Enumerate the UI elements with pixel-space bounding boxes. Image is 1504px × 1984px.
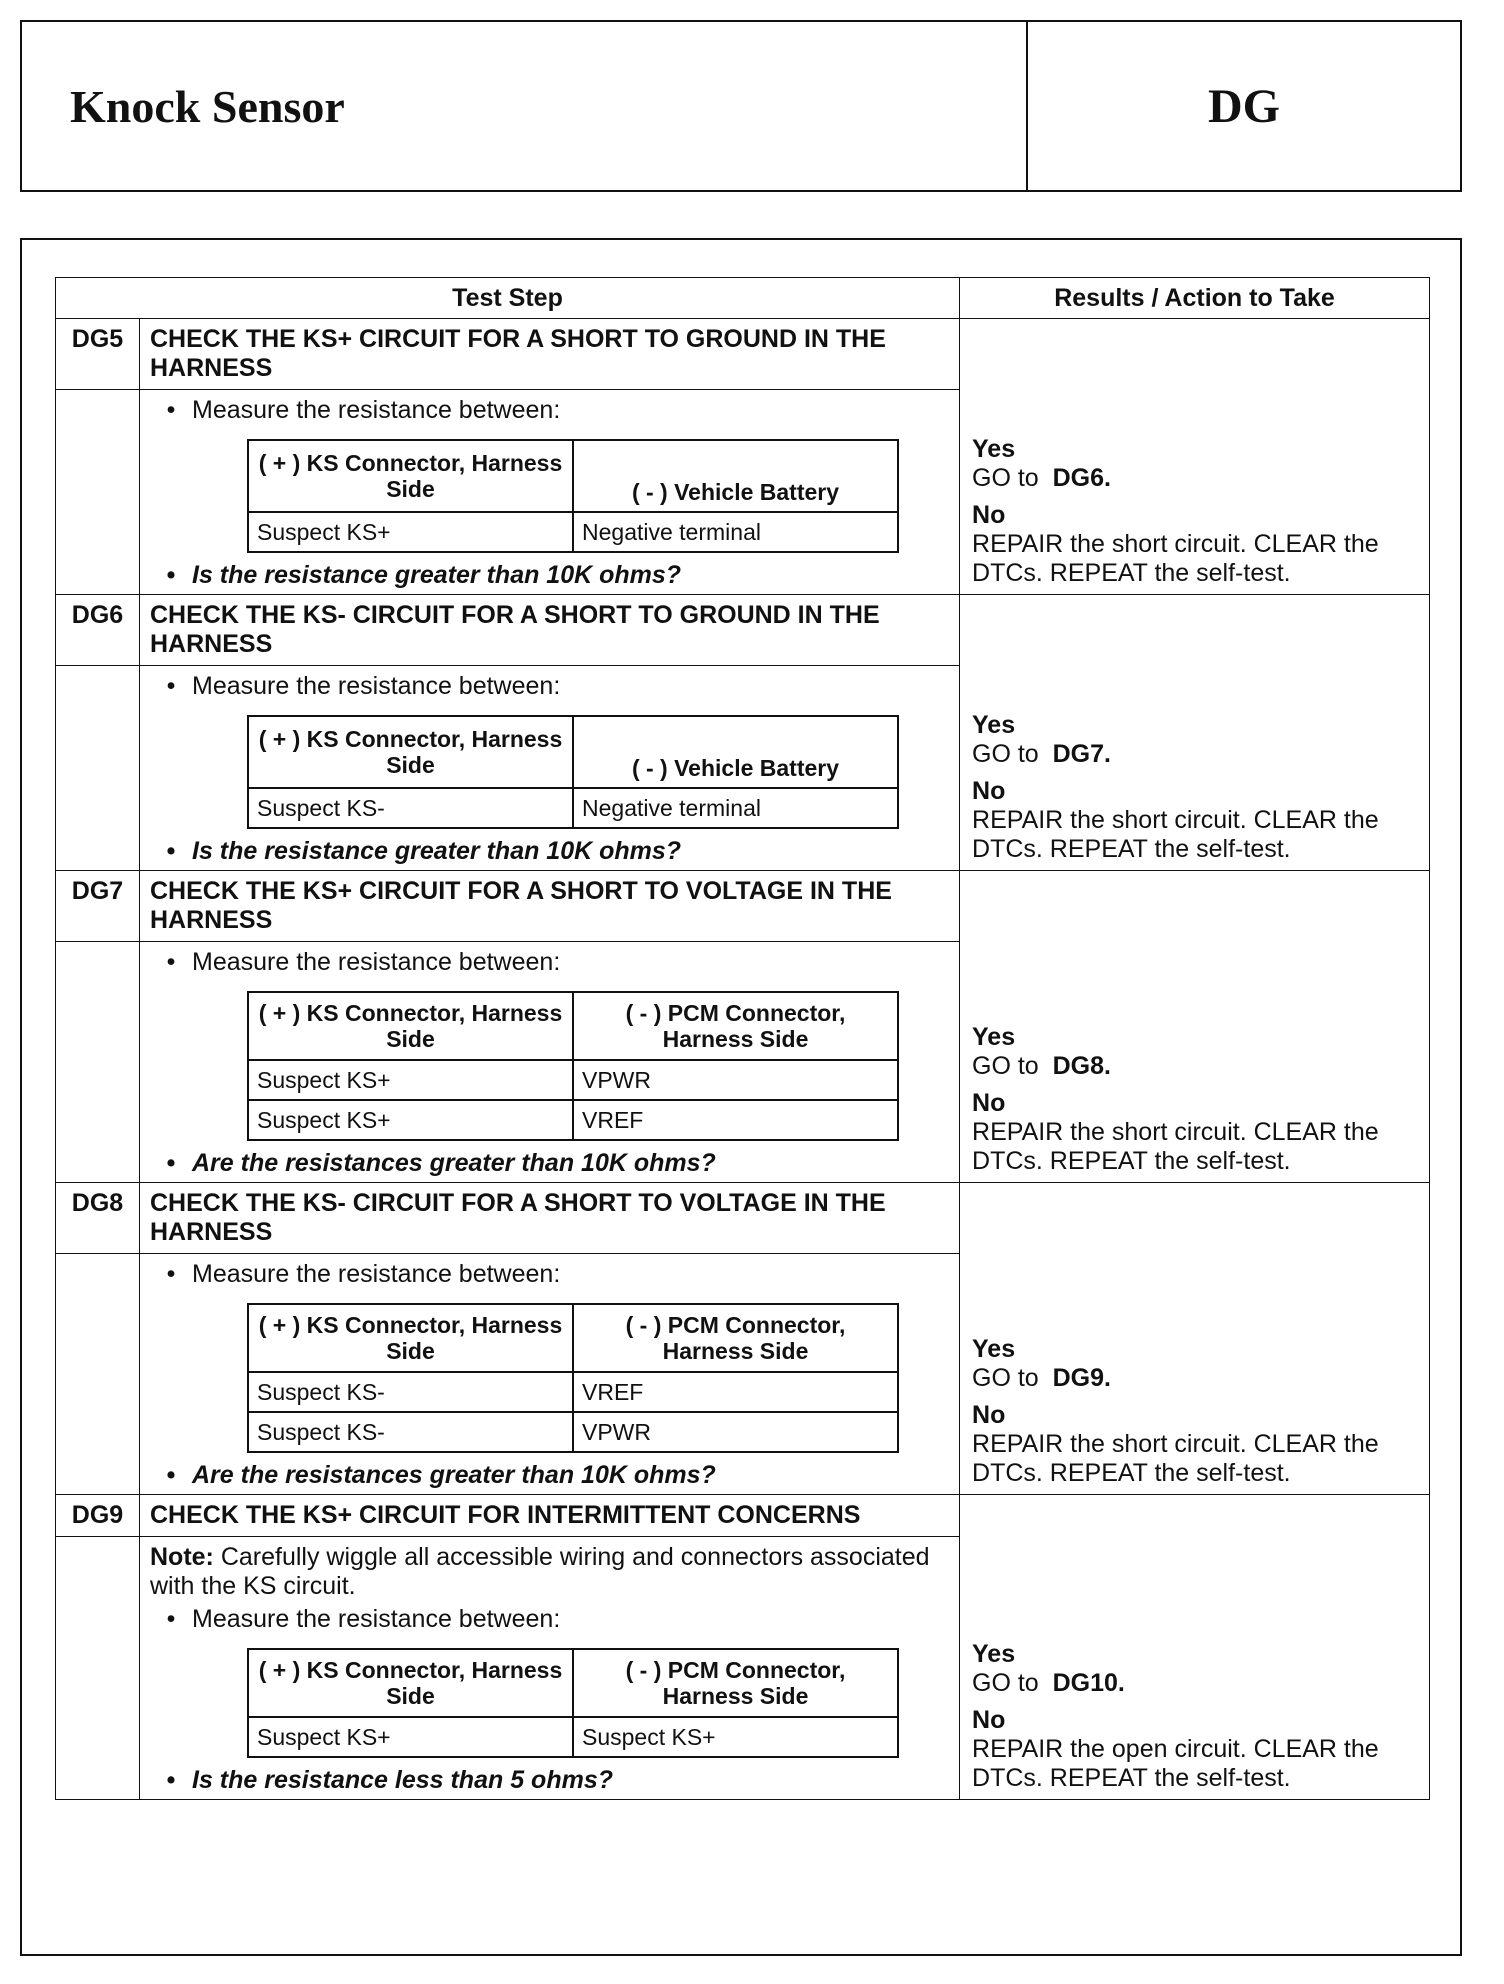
instruction: • Measure the resistance between: [166,1605,561,1633]
yes-label: Yes [972,1023,1016,1051]
step-id: DG6 [56,595,140,666]
measurement-row [248,1412,898,1452]
no-action: REPAIR the short circuit. CLEAR the DTCs. REPEAT the self-test. [972,530,1379,587]
step-title-row [56,1495,1430,1537]
no-action: REPAIR the short circuit. CLEAR the DTCs. REPEAT the self-test. [972,1118,1379,1175]
content-frame [20,238,1462,1956]
no-action: REPAIR the open circuit. CLEAR the DTCs. REPEAT the self-test. [972,1735,1379,1792]
step-result [960,319,1430,595]
step-title: CHECK THE KS- CIRCUIT FOR A SHORT TO GROUND IN THE HARNESS [140,595,960,666]
section-code: DG [1208,79,1280,133]
measurement-row [248,1372,898,1412]
measurement-cell: Suspect KS+ [248,512,573,552]
yes-label: Yes [972,1335,1016,1363]
yes-text: GO to [972,464,1039,492]
measurement-header-cell: ( - ) PCM Connector, Harness Side [573,1304,898,1372]
measurement-table [247,715,899,829]
step-title: CHECK THE KS+ CIRCUIT FOR INTERMITTENT CONCERNS [140,1495,960,1537]
step-note [150,1543,949,1601]
measurement-cell: Negative terminal [573,512,898,552]
no-label: No [972,1706,1006,1734]
question: • Is the resistance greater than 10K ohms? [166,837,682,865]
note-text: Carefully wiggle all accessible wiring and connectors associated with the KS circuit. [150,1543,930,1600]
step-content [140,390,960,595]
no-action: REPAIR the short circuit. CLEAR the DTCs. REPEAT the self-test. [972,806,1379,863]
measurement-row [248,1100,898,1140]
step-title: CHECK THE KS- CIRCUIT FOR A SHORT TO VOLTAGE IN THE HARNESS [140,1183,960,1254]
measurement-row [248,1717,898,1757]
instruction-text: Measure the resistance between: [192,1605,561,1633]
measurement-row [248,1060,898,1100]
instruction-text: Measure the resistance between: [192,948,561,976]
measurement-cell: Suspect KS+ [248,1717,573,1757]
measurement-table [247,1303,899,1453]
step-content [140,1254,960,1495]
measurement-row [248,788,898,828]
measurement-row [248,512,898,552]
question: • Is the resistance less than 5 ohms? [166,1766,613,1794]
instruction: • Measure the resistance between: [166,948,561,976]
no-label: No [972,1089,1006,1117]
measurement-cell: VPWR [573,1060,898,1100]
step-id: DG5 [56,319,140,390]
page-header [20,20,1462,192]
question-text: Is the resistance greater than 10K ohms? [192,561,682,589]
measurement-header-cell: ( + ) KS Connector, Harness Side [248,1649,573,1717]
page-title: Knock Sensor [22,22,1028,190]
measurement-cell: VPWR [573,1412,898,1452]
test-step-table [55,277,1430,1800]
yes-text: GO to [972,740,1039,768]
step-title-row [56,319,1430,390]
measurement-table [247,991,899,1141]
yes-action [972,1052,1419,1081]
note-label: Note: [150,1543,214,1571]
instruction-text: Measure the resistance between: [192,396,561,424]
measurement-header-cell: ( + ) KS Connector, Harness Side [248,716,573,788]
measurement-header-row [248,440,898,512]
measurement-header-row [248,1649,898,1717]
question-text: Is the resistance greater than 10K ohms? [192,837,682,865]
col-test-step: Test Step [56,278,960,319]
yes-target: DG7. [1052,740,1111,768]
yes-target: DG10. [1052,1669,1125,1697]
question-text: Are the resistances greater than 10K ohms? [192,1461,716,1489]
yes-action [972,1364,1419,1393]
measurement-table [247,439,899,553]
question: • Are the resistances greater than 10K ohms? [166,1461,716,1489]
yes-target: DG8. [1052,1052,1111,1080]
steps-body [56,319,1430,1800]
measurement-cell: Negative terminal [573,788,898,828]
col-results: Results / Action to Take [960,278,1430,319]
measurement-header-row [248,716,898,788]
yes-text: GO to [972,1669,1039,1697]
yes-label: Yes [972,711,1016,739]
measurement-header-cell: ( - ) Vehicle Battery [573,440,898,512]
yes-action [972,464,1419,493]
measurement-cell: Suspect KS+ [248,1060,573,1100]
step-title-row [56,595,1430,666]
step-title: CHECK THE KS+ CIRCUIT FOR A SHORT TO VOLTAGE IN THE HARNESS [140,871,960,942]
no-label: No [972,501,1006,529]
step-title-row [56,871,1430,942]
yes-action [972,740,1419,769]
yes-label: Yes [972,1640,1016,1668]
question-text: Is the resistance less than 5 ohms? [192,1766,613,1794]
measurement-header-row [248,1304,898,1372]
measurement-cell: VREF [573,1372,898,1412]
instruction: • Measure the resistance between: [166,1260,561,1288]
measurement-cell: Suspect KS+ [248,1100,573,1140]
step-result [960,595,1430,871]
no-label: No [972,1401,1006,1429]
instruction-text: Measure the resistance between: [192,1260,561,1288]
yes-target: DG9. [1052,1364,1111,1392]
yes-text: GO to [972,1052,1039,1080]
step-result [960,1183,1430,1495]
no-action: REPAIR the short circuit. CLEAR the DTCs. REPEAT the self-test. [972,1430,1379,1487]
step-id: DG9 [56,1495,140,1537]
step-content [140,666,960,871]
measurement-header-cell: ( + ) KS Connector, Harness Side [248,992,573,1060]
step-result [960,1495,1430,1800]
step-title-row [56,1183,1430,1254]
measurement-header-cell: ( - ) Vehicle Battery [573,716,898,788]
yes-label: Yes [972,435,1016,463]
yes-text: GO to [972,1364,1039,1392]
step-content [140,942,960,1183]
question-text: Are the resistances greater than 10K ohms? [192,1149,716,1177]
measurement-cell: Suspect KS- [248,788,573,828]
measurement-header-cell: ( + ) KS Connector, Harness Side [248,440,573,512]
measurement-table [247,1648,899,1758]
measurement-header-cell: ( - ) PCM Connector, Harness Side [573,992,898,1060]
question: • Are the resistances greater than 10K ohms? [166,1149,716,1177]
measurement-cell: VREF [573,1100,898,1140]
yes-action [972,1669,1419,1698]
step-id: DG8 [56,1183,140,1254]
measurement-header-row [248,992,898,1060]
measurement-cell: Suspect KS- [248,1412,573,1452]
measurement-cell: Suspect KS- [248,1372,573,1412]
instruction: • Measure the resistance between: [166,396,561,424]
step-id: DG7 [56,871,140,942]
question: • Is the resistance greater than 10K ohms? [166,561,682,589]
instruction: • Measure the resistance between: [166,672,561,700]
instruction-text: Measure the resistance between: [192,672,561,700]
measurement-header-cell: ( + ) KS Connector, Harness Side [248,1304,573,1372]
no-label: No [972,777,1006,805]
yes-target: DG6. [1052,464,1111,492]
table-header-row [56,278,1430,319]
measurement-cell: Suspect KS+ [573,1717,898,1757]
step-result [960,871,1430,1183]
measurement-header-cell: ( - ) PCM Connector, Harness Side [573,1649,898,1717]
step-content [140,1537,960,1800]
step-title: CHECK THE KS+ CIRCUIT FOR A SHORT TO GROUND IN THE HARNESS [140,319,960,390]
